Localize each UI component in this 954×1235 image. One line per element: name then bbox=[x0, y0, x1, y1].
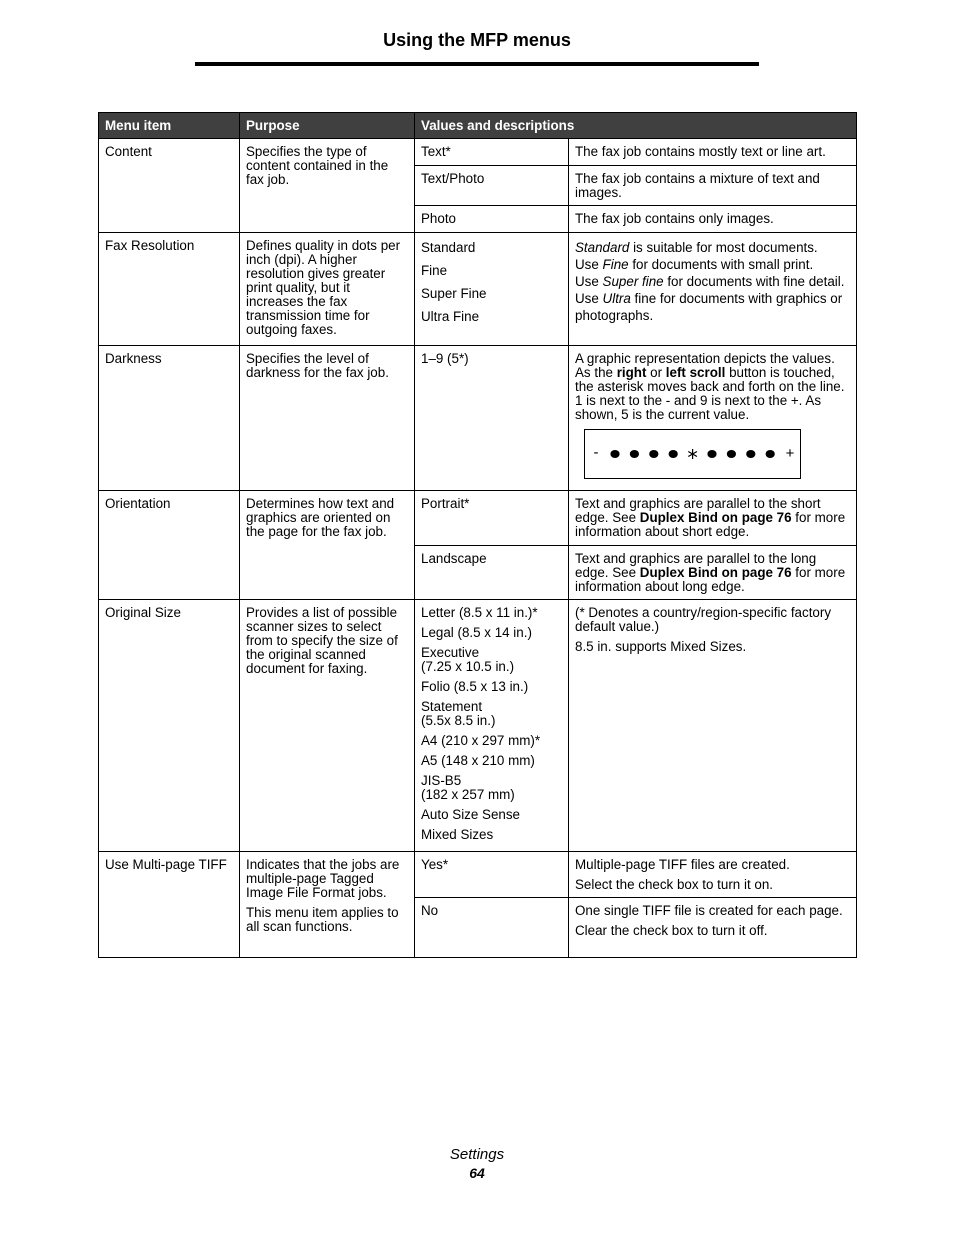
value-item: Folio (8.5 x 13 in.) bbox=[421, 679, 529, 694]
description-line bbox=[575, 239, 850, 256]
value-cell: Photo bbox=[415, 206, 569, 233]
description-cell bbox=[569, 600, 857, 852]
value-item: Letter (8.5 x 11 in.)* bbox=[421, 605, 538, 620]
menu-item-cell: Darkness bbox=[99, 346, 240, 491]
darkness-scale-graphic bbox=[584, 429, 801, 479]
emphasis-text: Fine bbox=[602, 257, 629, 272]
text: Executive bbox=[421, 645, 480, 660]
menu-item-cell: Content bbox=[99, 139, 240, 233]
text: for more information about short edge. bbox=[575, 510, 846, 539]
menu-item-cell: Use Multi-page TIFF bbox=[99, 852, 240, 958]
text: (7.25 x 10.5 in.) bbox=[421, 659, 515, 674]
text: JIS-B5 bbox=[421, 773, 462, 788]
table-row bbox=[99, 491, 857, 546]
description-cell bbox=[569, 233, 857, 346]
value-item bbox=[421, 700, 562, 728]
text: fine for documents with graphics or photographs. bbox=[575, 291, 843, 323]
value-cell: Text/Photo bbox=[415, 166, 569, 206]
text: (182 x 257 mm) bbox=[421, 787, 515, 802]
scale-marks bbox=[610, 449, 774, 459]
value-item: Legal (8.5 x 14 in.) bbox=[421, 625, 532, 640]
footer-page-number: 64 bbox=[469, 1165, 485, 1181]
value-item: Fine bbox=[421, 263, 448, 278]
scale-dot bbox=[669, 450, 678, 458]
bold-text: right bbox=[616, 365, 647, 380]
text: Use bbox=[575, 274, 603, 289]
description-line: One single TIFF file is created for each page. bbox=[575, 903, 843, 918]
text: Use bbox=[575, 257, 603, 272]
text: for more information about long edge. bbox=[575, 565, 846, 594]
scale-dot bbox=[610, 450, 619, 458]
page-title: Using the MFP menus bbox=[383, 30, 571, 50]
description-cell: The fax job contains only images. bbox=[569, 206, 857, 233]
scale-dot bbox=[766, 450, 775, 458]
description-line: (* Denotes a country/region-specific factory default value.) bbox=[575, 605, 832, 634]
description-line bbox=[575, 273, 850, 290]
purpose-cell bbox=[240, 852, 415, 958]
purpose-cell: Defines quality in dots per inch (dpi). A higher resolution gives greater print quality, but it increases the fax transmission time for outgoing faxes. bbox=[240, 233, 415, 346]
bold-text: left scroll bbox=[665, 365, 726, 380]
purpose-cell: Specifies the level of darkness for the fax job. bbox=[240, 346, 415, 491]
description-cell bbox=[569, 491, 857, 546]
scale-dot bbox=[727, 450, 736, 458]
value-cell bbox=[415, 600, 569, 852]
value-item: Auto Size Sense bbox=[421, 807, 521, 822]
value-item bbox=[421, 774, 562, 802]
description-cell: The fax job contains a mixture of text and images. bbox=[569, 166, 857, 206]
text: or bbox=[646, 365, 666, 380]
plus-label: + bbox=[785, 445, 795, 462]
table-row bbox=[99, 600, 857, 852]
text: A graphic representation depicts the values. As the bbox=[575, 351, 835, 380]
darkness-description bbox=[575, 352, 850, 422]
description-cell bbox=[569, 546, 857, 600]
description-line: 8.5 in. supports Mixed Sizes. bbox=[575, 639, 747, 654]
description-cell bbox=[569, 346, 857, 491]
description-cell bbox=[569, 898, 857, 958]
emphasis-text: Standard bbox=[575, 240, 630, 255]
menu-item-cell: Fax Resolution bbox=[99, 233, 240, 346]
minus-label: - bbox=[593, 444, 599, 461]
darkness-scale-svg bbox=[585, 430, 800, 478]
purpose-line: Indicates that the jobs are multiple-page Tagged Image File Format jobs. bbox=[246, 857, 400, 900]
description-line: Clear the check box to turn it off. bbox=[575, 923, 768, 938]
cross-reference-link[interactable]: Duplex Bind on page 76 bbox=[639, 510, 792, 525]
text: is suitable for most documents. bbox=[629, 240, 818, 255]
text: for documents with fine detail. bbox=[663, 274, 845, 289]
menu-item-cell: Orientation bbox=[99, 491, 240, 600]
value-item: Standard bbox=[421, 240, 476, 255]
value-item: A4 (210 x 297 mm)* bbox=[421, 733, 541, 748]
value-cell: No bbox=[415, 898, 569, 958]
header-menu-item: Menu item bbox=[99, 113, 240, 139]
description-line bbox=[575, 256, 850, 273]
value-cell: 1–9 (5*) bbox=[415, 346, 569, 491]
scale-dot bbox=[707, 450, 716, 458]
table-row bbox=[99, 233, 857, 346]
value-cell: Yes* bbox=[415, 852, 569, 898]
value-item: Super Fine bbox=[421, 286, 487, 301]
description-cell bbox=[569, 852, 857, 898]
value-cell: Landscape bbox=[415, 546, 569, 600]
table-row bbox=[99, 852, 857, 898]
scale-dot bbox=[630, 450, 639, 458]
text: Use bbox=[575, 291, 603, 306]
purpose-cell: Provides a list of possible scanner sizes to select from to specify the size of the original scanned document for faxing. bbox=[240, 600, 415, 852]
text: (5.5x 8.5 in.) bbox=[421, 713, 496, 728]
description-line: Select the check box to turn it on. bbox=[575, 877, 773, 892]
value-item: A5 (148 x 210 mm) bbox=[421, 753, 535, 768]
emphasis-text: Ultra bbox=[602, 291, 631, 306]
menu-table bbox=[98, 112, 857, 958]
text: button is touched, the asterisk moves back and forth on the line. 1 is next to the - and 9 is next to the +. As shown, 5 is the current value. bbox=[575, 365, 845, 422]
header-purpose: Purpose bbox=[240, 113, 415, 139]
value-item: Mixed Sizes bbox=[421, 827, 494, 842]
text: Statement bbox=[421, 699, 483, 714]
footer-section-label: Settings bbox=[449, 1146, 505, 1163]
current-level-asterisk bbox=[688, 449, 697, 459]
table-row bbox=[99, 346, 857, 491]
menu-item-cell: Original Size bbox=[99, 600, 240, 852]
table-row bbox=[99, 139, 857, 166]
text: for documents with small print. bbox=[628, 257, 814, 272]
description-line: Multiple-page TIFF files are created. bbox=[575, 857, 790, 872]
description-cell: The fax job contains mostly text or line art. bbox=[569, 139, 857, 166]
scale-dot bbox=[746, 450, 755, 458]
table-header-row bbox=[99, 113, 857, 139]
value-item bbox=[421, 646, 562, 674]
purpose-cell: Specifies the type of content contained in the fax job. bbox=[240, 139, 415, 233]
emphasis-text: Super fine bbox=[602, 274, 664, 289]
description-line bbox=[575, 290, 850, 324]
value-cell: Portrait* bbox=[415, 491, 569, 546]
value-cell: Text* bbox=[415, 139, 569, 166]
value-cell bbox=[415, 233, 569, 346]
title-rule bbox=[195, 62, 759, 66]
header-values: Values and descriptions bbox=[415, 113, 857, 139]
text: Text and graphics are parallel to the long edge. See bbox=[575, 551, 817, 580]
cross-reference-link[interactable]: Duplex Bind on page 76 bbox=[639, 565, 792, 580]
text: Text and graphics are parallel to the short edge. See bbox=[575, 496, 821, 525]
scale-dot bbox=[649, 450, 658, 458]
value-item: Ultra Fine bbox=[421, 309, 480, 324]
purpose-line: This menu item applies to all scan functions. bbox=[246, 905, 399, 934]
purpose-cell: Determines how text and graphics are oriented on the page for the fax job. bbox=[240, 491, 415, 600]
